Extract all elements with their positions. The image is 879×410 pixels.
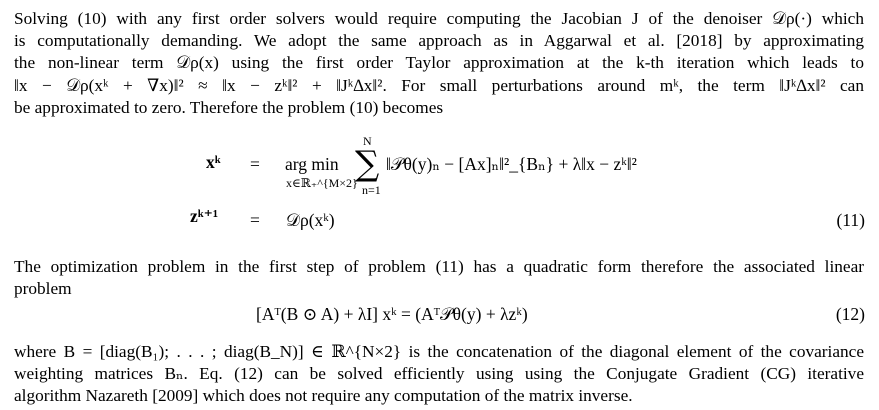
equation-number-12: (12) — [835, 304, 865, 324]
eq11-row2-lhs: zᵏ⁺¹ — [190, 206, 219, 226]
eq11-row1-lhs: xᵏ — [206, 152, 221, 172]
equation-number-11: (11) — [836, 210, 865, 230]
text-line: ‖x − 𝒟ρ(xᵏ + ∇x)‖² ≈ ‖x − zᵏ‖² + ‖Jᵏ∆x‖². For small perturbations around mᵏ, the term ‖Jᵏ∆x‖² can — [14, 75, 864, 95]
text-line: where B = [diag(B₁); . . . ; diag(B_N)] ∈ ℝ^{N×2} is the concatenation of the diagonal element of the covariance — [14, 342, 864, 361]
eq11-sum-lower-limit: n=1 — [362, 183, 381, 197]
eq11-row2-equals: = — [250, 210, 260, 230]
text-line: Solving (10) with any first order solvers would require computing the Jacobian J of the denoiser 𝒟ρ(·) which — [14, 9, 864, 28]
paragraph-jacobian — [14, 8, 864, 119]
text-line: is computationally demanding. We adopt the same approach as in Aggarwal et al. [2018] by approximating — [14, 31, 864, 51]
eq12-expression: [Aᵀ(B ⊙ A) + λI] xᵏ = (Aᵀ𝒫θ(y) + λzᵏ) — [256, 304, 528, 324]
text-line: be approximated to zero. Therefore the problem (10) becomes — [14, 97, 444, 117]
summation-icon: ∑ — [355, 144, 380, 184]
text-line: weighting matrices Bₙ. Eq. (12) can be solved efficiently using using the Conjugate Gradient (CG) iterative — [14, 364, 864, 384]
eq11-argmin: arg min — [285, 154, 339, 174]
eq11-row2-rhs: 𝒟ρ(xᵏ) — [286, 210, 335, 230]
text-line: the non-linear term 𝒟ρ(x) using the first order Taylor approximation at the k-th iteration which leads to — [14, 53, 864, 73]
text-line: algorithm Nazareth [2009] which does not require any computation of the matrix inverse. — [14, 386, 633, 406]
text-line: problem — [14, 279, 72, 299]
eq11-row1-rhs: ‖𝒫θ(y)ₙ − [Ax]ₙ‖²_{Bₙ} + λ‖x − zᵏ‖² — [386, 154, 637, 174]
paragraph-quadratic-form — [14, 256, 864, 300]
text-line: The optimization problem in the first step of problem (11) has a quadratic form therefore the associated linear — [14, 257, 864, 276]
eq11-argmin-subscript: x∈ℝ₊^{M×2} — [286, 176, 358, 190]
eq11-row1-equals: = — [250, 154, 260, 174]
paragraph-conjugate-gradient — [14, 341, 864, 408]
eq11-sum-upper-limit: N — [363, 134, 372, 148]
